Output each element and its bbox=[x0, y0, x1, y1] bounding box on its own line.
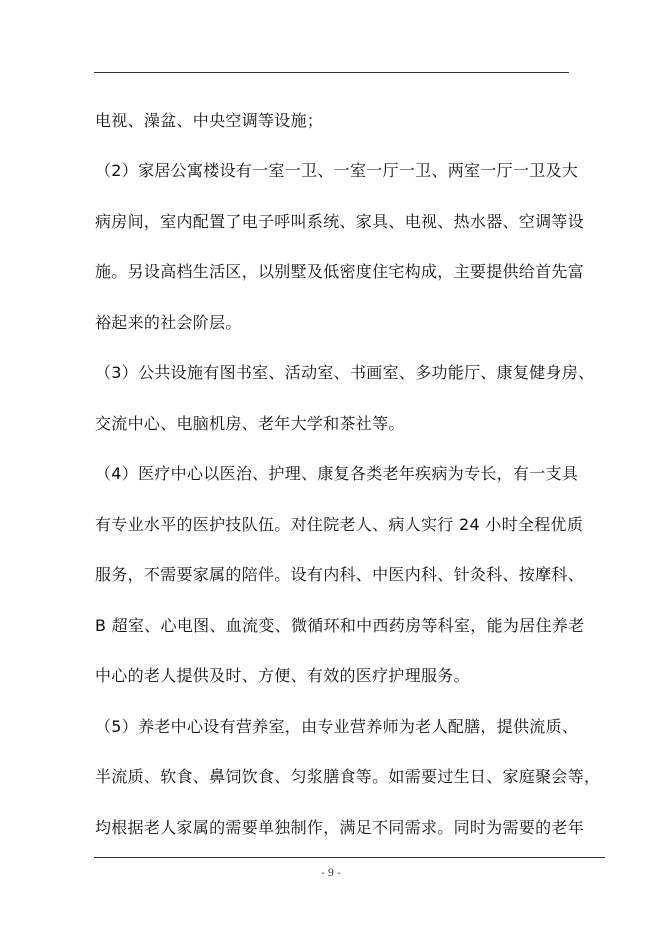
footer-rule bbox=[94, 857, 605, 858]
text-line: （2）家居公寓楼设有一室一卫、一室一厅一卫、两室一厅一卫及大 bbox=[95, 161, 579, 180]
text-line: 有专业水平的医护技队伍。对住院老人、病人实行 24 小时全程优质 bbox=[95, 515, 584, 534]
text-line: 施。另设高档生活区，以别墅及低密度住宅构成，主要提供给首先富 bbox=[95, 262, 585, 281]
text-line: 裕起来的社会阶层。 bbox=[95, 313, 242, 332]
text-line: B 超室、心电图、血流变、微循环和中西药房等科室，能为居住养老 bbox=[95, 616, 585, 635]
text-line: 服务，不需要家属的陪伴。设有内科、中医内科、针灸科、按摩科、 bbox=[95, 565, 585, 584]
text-line: 均根据老人家属的需要单独制作，满足不同需求。同时为需要的老年 bbox=[95, 818, 585, 837]
text-line: （5）养老中心设有营养室，由专业营养师为老人配膳，提供流质、 bbox=[95, 717, 579, 736]
text-line: 中心的老人提供及时、方便、有效的医疗护理服务。 bbox=[95, 666, 470, 685]
text-line: 半流质、软食、鼻饲饮食、匀浆膳食等。如需要过生日、家庭聚会等， bbox=[95, 767, 601, 786]
page-number: - 9 - bbox=[321, 868, 341, 879]
header-rule bbox=[94, 72, 569, 73]
text-line: （4）医疗中心以医治、护理、康复各类老年疾病为专长，有一支具 bbox=[95, 464, 579, 483]
text-line: 病房间，室内配置了电子呼叫系统、家具、电视、热水器、空调等设 bbox=[95, 212, 585, 231]
text-line: （3）公共设施有图书室、活动室、书画室、多功能厅、康复健身房、 bbox=[95, 363, 595, 382]
text-line: 交流中心、电脑机房、老年大学和茶社等。 bbox=[95, 414, 405, 433]
text-line: 电视、澡盆、中央空调等设施； bbox=[95, 111, 324, 130]
